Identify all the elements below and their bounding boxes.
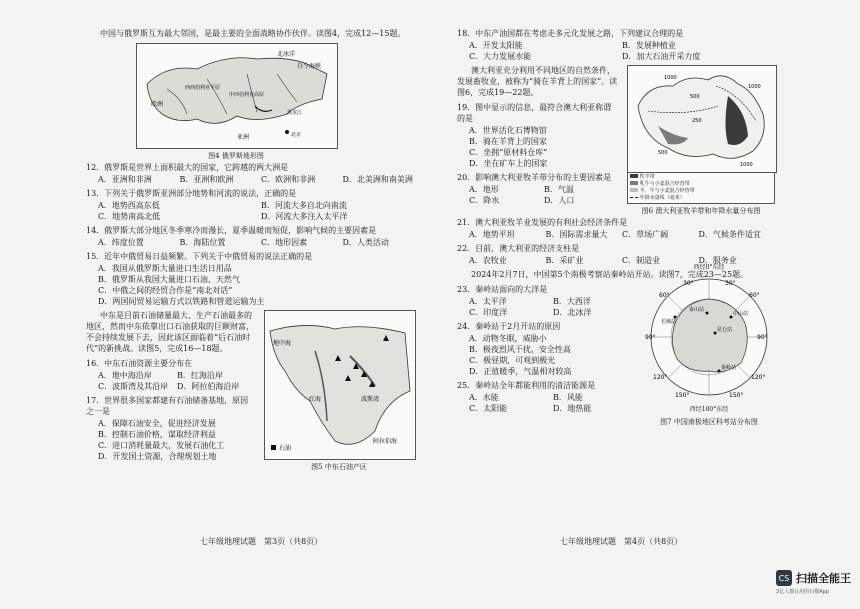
polar-deg-60e: 60° [749, 292, 760, 299]
q22-option-c: C．制造业 [622, 256, 661, 265]
q24-option-a: A．动物冬眠，威胁小 [469, 334, 547, 343]
map-label-plateau: 中西伯利亚高原 [229, 92, 265, 98]
q16-option-d: D．阿拉伯海沿岸 [177, 382, 240, 391]
intro-antarctica: 2024年2月7日，中国第5个南极考察站秦岭站开站。读图7，完成23—25题。 [471, 270, 749, 279]
q12-option-d: D．北美洲和南美洲 [342, 175, 413, 184]
q18-option-b: B．发展种植业 [622, 41, 676, 50]
middle-east-text [86, 310, 256, 465]
me-label-redsea: 红海 [309, 396, 322, 403]
q14-option-c: C．地形因素 [261, 238, 308, 247]
q14-option-a: A．纬度位置 [98, 238, 144, 247]
q23-option-a: A．太平洋 [469, 297, 507, 306]
polar-deg-60w: 60° [659, 292, 670, 299]
q21-stem: 21．澳大利亚牧羊业发展的有利社会经济条件是 [457, 218, 628, 227]
q23-option-c: C．印度洋 [469, 308, 508, 317]
q12-stem: 12．俄罗斯是世界上面积最大的国家，它跨越的两大洲是 [86, 163, 289, 172]
q25-option-a: A．水能 [469, 393, 499, 402]
rain-label-250: 250 [692, 118, 702, 124]
legend-sheep: 牧羊带 [630, 174, 772, 181]
figure-6-australia-map [627, 65, 777, 173]
rain-label-1000-bottom: 1000 [740, 162, 753, 168]
figure-6-caption: 图6 澳大利亚牧羊带和年降水量分布图 [641, 207, 761, 215]
q21-option-d: D．气候条件适宜 [698, 230, 761, 239]
figure-5-wrapper [264, 310, 414, 473]
me-label-med: 地中海 [273, 340, 292, 347]
me-legend-oil: 石油 [279, 445, 292, 452]
camscanner-tagline: 3亿人都在用的扫描App [776, 589, 829, 595]
q18-option-d: D．加大石油开采力度 [622, 52, 701, 61]
q15-options [98, 263, 424, 307]
q20-option-c: C．降水 [469, 196, 500, 205]
q17-option-c: C．进口消耗量最大，发展石油化工 [98, 441, 225, 450]
q25-stem: 25．秦岭站全年都能利用的清洁能源是 [457, 381, 596, 390]
q21-option-b: B．国际需求量大 [545, 230, 608, 239]
map-label-plain: 西西伯利亚平原 [185, 85, 221, 91]
q13-option-a: A．地势西高东低 [98, 201, 160, 210]
q18-option-a: A．开发太阳能 [469, 41, 523, 50]
polar-deg-30e: 30° [725, 280, 736, 287]
australia-map-svg [628, 66, 776, 172]
q14-option-b: B．海陆位置 [179, 238, 226, 247]
rain-label-500-low: 500 [658, 150, 668, 156]
q24-stem: 24．秦岭站于2月开站的原因 [457, 322, 561, 331]
legend-mixed: 羊、牛与小麦混合经营带 [630, 188, 772, 195]
q17-options [98, 418, 256, 462]
q25-options [469, 392, 637, 414]
figure-7-caption: 图7 中国南极地区科考站分布图 [660, 418, 758, 426]
right-page-footer: 七年级地理试题 第4页（共8页） [560, 537, 683, 546]
legend-isohyet: 年降水量线（毫米） [630, 195, 772, 202]
map-label-beijing: 北京 [291, 132, 302, 138]
map-label-heilongjiang: 黑龙江 [287, 110, 303, 116]
q21-option-a: A．地势平坦 [469, 230, 515, 239]
q22-option-a: A．农牧业 [469, 256, 507, 265]
figure-6-wrapper [627, 65, 775, 217]
q12-options [98, 174, 424, 185]
intro-middle-east: 中东是目前石油储量最大、生产石油最多的地区，然而中东依靠出口石油获取的巨额财富，不会持续发展下去，因此该区面临着“后石油时代”的新挑战。读图5，完成16—18题。 [86, 311, 254, 353]
map-label-arctic: 北冰洋 [277, 51, 296, 58]
right-page [457, 28, 775, 428]
q20-option-b: B．气温 [544, 185, 574, 194]
q17-option-d: D．开发国土资源，合理规划土地 [98, 452, 217, 461]
q20-stem: 20．影响澳大利亚牧羊带分布的主要因素是 [457, 173, 612, 182]
q16-option-a: A．地中海沿岸 [98, 371, 152, 380]
station-taishan: 泰山站 [689, 307, 705, 313]
australia-text [457, 65, 619, 209]
q16-option-c: C．波斯湾及其沿岸 [98, 382, 169, 391]
q17-stem: 17．世界很多国家都建有石油储备基地，原因之一是 [86, 396, 249, 416]
me-label-gulf: 波斯湾 [361, 396, 380, 403]
middle-east-map-svg [265, 311, 415, 459]
q17-option-a: A．保障石油安全，促进经济发展 [98, 419, 216, 428]
figure-6-legend [627, 173, 775, 204]
q24-option-d: D．正值暖季，气温相对较高 [469, 367, 572, 376]
q23-stem: 23．秦岭站面向的大洋是 [457, 285, 548, 294]
q15-option-a: A．我国从俄罗斯大量进口生活日用品 [98, 264, 232, 273]
q18-options [469, 40, 775, 62]
figure-4-russia-map [136, 43, 338, 149]
polar-deg-120w: 120° [653, 374, 668, 381]
rain-label-500-mid: 500 [690, 94, 700, 100]
q25-option-d: D．地热能 [553, 404, 592, 413]
q19-stem: 19．图中显示的信息，最符合澳大利亚称谓的是 [457, 103, 612, 123]
q18-option-c: C．大力发展水能 [469, 52, 532, 61]
q15-option-b: B．俄罗斯从我国大量进口石油、天然气 [98, 275, 240, 284]
middle-east-section [86, 310, 424, 473]
polar-deg-120e: 120° [751, 374, 766, 381]
q25-option-b: B．风能 [553, 393, 583, 402]
q22-options [469, 255, 775, 266]
intro-russia: 中国与俄罗斯互为最大邻国，是最主要的全面战略协作伙伴。读图4，完成12—15题。 [100, 29, 406, 38]
left-page [86, 28, 424, 473]
q12-option-b: B．亚洲和欧洲 [179, 175, 234, 184]
russia-map-svg [137, 44, 337, 148]
q16-options [98, 370, 256, 392]
polar-deg-90e: 90° [757, 334, 768, 341]
q13-options [98, 200, 424, 222]
station-changcheng: 长城站 [661, 319, 677, 325]
q14-stem: 14．俄罗斯大部分地区冬季寒冷而漫长，夏季温暖而短促，影响气候的主要因素是 [86, 226, 377, 235]
q24-option-b: B．极夜烈风干扰，安全性高 [469, 345, 571, 354]
q13-stem: 13．下列关于俄罗斯亚洲部分地势和河流的说法，正确的是 [86, 189, 297, 198]
figure-7-wrapper [645, 262, 773, 428]
figure-4-caption: 图4 俄罗斯地形图 [208, 152, 264, 160]
q21-options [469, 229, 775, 240]
q14-option-d: D．人类活动 [342, 238, 389, 247]
me-label-arabian: 阿拉伯海 [373, 438, 398, 445]
antarctica-polar-map-svg [645, 273, 773, 401]
polar-deg-90w: 90° [645, 334, 656, 341]
q14-options [98, 237, 424, 248]
station-kunlun: 昆仑站 [717, 327, 733, 333]
q20-options [469, 184, 619, 206]
camscanner-name: 扫描全能王 [796, 572, 851, 585]
map-label-asia: 亚洲 [237, 134, 250, 141]
q16-stem: 16．中东石油资源主要分布在 [86, 359, 193, 368]
figure-5-middle-east-map [264, 310, 416, 460]
polar-bottom-label: 西经180°东经 [689, 406, 729, 413]
q19-option-d: D．坐在矿车上的国家 [469, 159, 548, 168]
q18-stem: 18．中东产油国都在考虑走多元化发展之路，下列建议合理的是 [457, 29, 684, 38]
rain-label-1000-right: 1000 [748, 84, 761, 90]
australia-section [457, 65, 775, 217]
polar-top-label: 西经0°东经 [693, 264, 725, 271]
q23-option-d: D．北冰洋 [553, 308, 592, 317]
q23-option-b: B．大西洋 [553, 297, 591, 306]
polar-deg-150w: 150° [675, 392, 690, 399]
q12-option-a: A．亚洲和非洲 [98, 175, 152, 184]
legend-dairy-wheat: 乳牛与小麦混合经营带 [630, 181, 772, 188]
polar-deg-30w: 30° [683, 280, 694, 287]
q15-stem: 15．近年中俄贸易日益频繁。下列关于中俄贸易的说法正确的是 [86, 252, 313, 261]
scanner-watermark [776, 570, 851, 595]
q24-options [469, 333, 637, 377]
q23-options [469, 296, 637, 318]
q17-option-b: B．控制石油价格，谋取经济利益 [98, 430, 216, 439]
q20-option-d: D．人口 [544, 196, 575, 205]
q24-option-c: C．极昼期，可观到极光 [469, 356, 556, 365]
q22-option-b: B．采矿业 [545, 256, 584, 265]
q21-option-c: C．草场广阔 [622, 230, 669, 239]
q25-option-c: C．太阳能 [469, 404, 508, 413]
figure-5-caption: 图5 中东石油产区 [311, 463, 367, 471]
intro-australia: 澳大利亚充分利用不同地区的自然条件，发展畜牧业，被称为“骑在羊背上的国家”。读图6，完成19—22题。 [457, 66, 618, 97]
polar-deg-150e: 150° [729, 392, 744, 399]
map-label-europe: 欧洲 [151, 101, 164, 108]
q19-options [469, 125, 619, 169]
station-qinling: 秦岭站 [721, 365, 737, 371]
map-label-bering: 白令海峡 [297, 63, 322, 70]
q22-option-d: D．服务业 [698, 256, 737, 265]
q15-option-c: C．中俄之间的经贸合作是“南北对话” [98, 286, 233, 295]
q16-option-b: B．红海沿岸 [177, 371, 223, 380]
station-zhongshan: 中山站 [733, 311, 749, 317]
q20-option-a: A．地形 [469, 185, 499, 194]
camscanner-logo-icon: CS [776, 570, 792, 586]
q19-option-a: A．世界活化石博物馆 [469, 126, 547, 135]
left-page-footer: 七年级地理试题 第3页（共8页） [200, 537, 323, 546]
q13-option-c: C．地势南高北低 [98, 212, 161, 221]
q13-option-d: D．河流大多注入太平洋 [261, 212, 348, 221]
q13-option-b: B．河流大多自北向南流 [261, 201, 347, 210]
q19-option-c: C．坐拥“原材料仓库” [469, 148, 548, 157]
antarctica-text [457, 284, 637, 417]
q15-option-d: D．两国间贸易运输方式以铁路和管道运输为主 [98, 297, 265, 306]
q22-stem: 22．目前，澳大利亚的经济支柱是 [457, 244, 580, 253]
q12-option-c: C．欧洲和非洲 [261, 175, 316, 184]
rain-label-1000-top: 1000 [664, 75, 677, 81]
q19-option-b: B．骑在羊背上的国家 [469, 137, 547, 146]
